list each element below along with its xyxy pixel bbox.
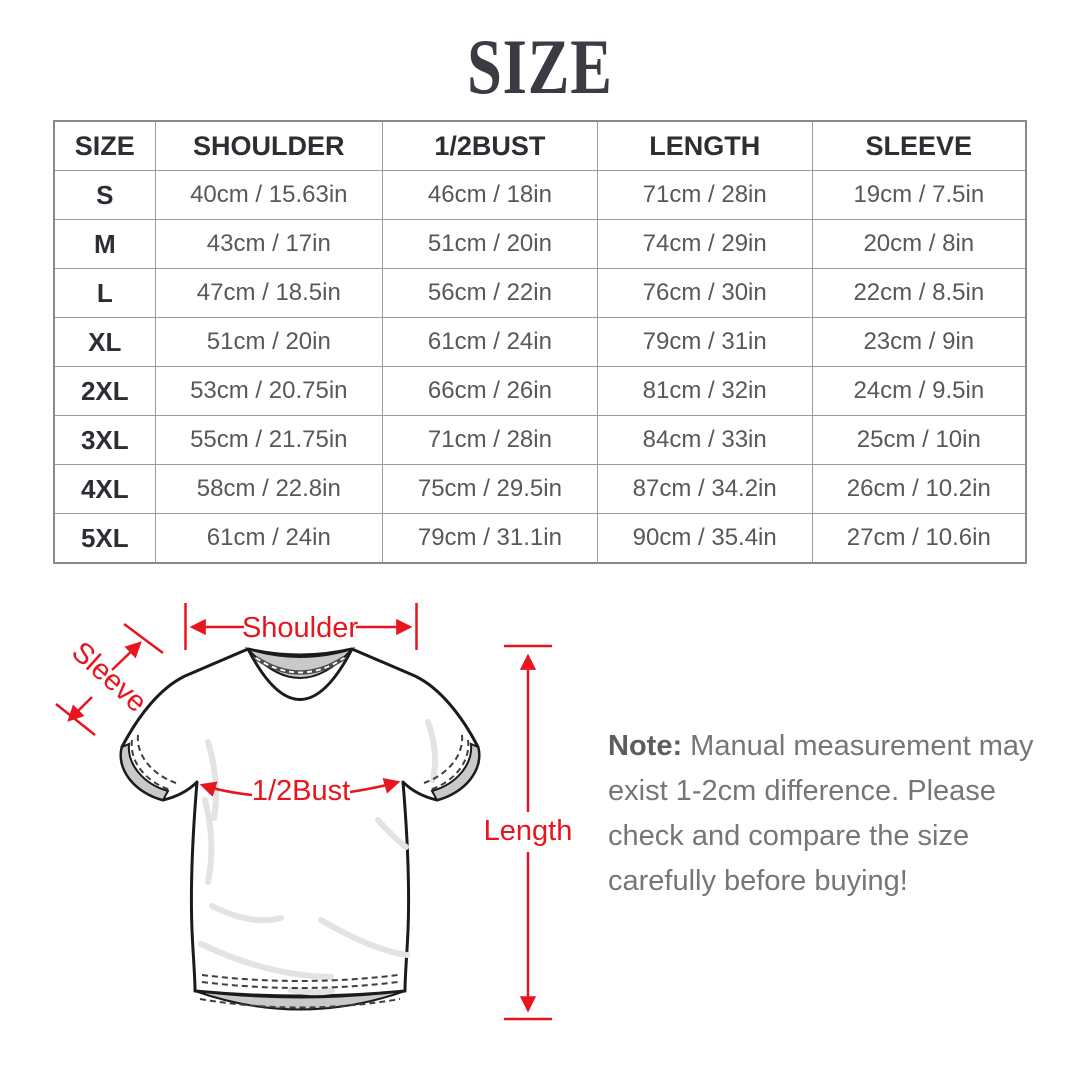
measure-cell: 20cm / 8in — [812, 220, 1026, 269]
table-row — [54, 220, 1026, 269]
measure-cell: 22cm / 8.5in — [812, 269, 1026, 318]
measure-cell: 51cm / 20in — [155, 318, 382, 367]
measure-cell: 46cm / 18in — [383, 171, 598, 220]
table-row — [54, 171, 1026, 220]
shoulder-dimension — [186, 603, 417, 650]
table-row — [54, 318, 1026, 367]
size-cell: M — [54, 220, 155, 269]
measure-cell: 84cm / 33in — [597, 416, 812, 465]
measure-cell: 56cm / 22in — [383, 269, 598, 318]
measure-cell: 79cm / 31.1in — [383, 514, 598, 564]
measure-cell: 75cm / 29.5in — [383, 465, 598, 514]
measure-cell: 58cm / 22.8in — [155, 465, 382, 514]
length-dimension — [484, 646, 573, 1019]
measure-cell: 53cm / 20.75in — [155, 367, 382, 416]
size-cell: 4XL — [54, 465, 155, 514]
page-title: SIZE — [467, 23, 613, 110]
size-cell: 5XL — [54, 514, 155, 564]
tshirt-body — [121, 649, 479, 996]
measure-cell: 90cm / 35.4in — [597, 514, 812, 564]
size-cell: 3XL — [54, 416, 155, 465]
sleeve-label: Sleeve — [65, 635, 153, 719]
measure-cell: 74cm / 29in — [597, 220, 812, 269]
table-row — [54, 269, 1026, 318]
column-header-size: SIZE — [54, 121, 155, 171]
measure-cell: 71cm / 28in — [383, 416, 598, 465]
column-header-halfbust: 1/2BUST — [383, 121, 598, 171]
measure-cell: 81cm / 32in — [597, 367, 812, 416]
size-table — [53, 120, 1027, 564]
measurement-note — [608, 724, 1048, 904]
measure-cell: 79cm / 31in — [597, 318, 812, 367]
measure-cell: 43cm / 17in — [155, 220, 382, 269]
measure-cell: 23cm / 9in — [812, 318, 1026, 367]
note-line: carefully before buying! — [608, 865, 908, 897]
table-header-row — [54, 121, 1026, 171]
measure-cell: 24cm / 9.5in — [812, 367, 1026, 416]
measure-cell: 55cm / 21.75in — [155, 416, 382, 465]
measure-cell: 76cm / 30in — [597, 269, 812, 318]
note-line: exist 1-2cm difference. Please — [608, 775, 996, 807]
measure-cell: 19cm / 7.5in — [812, 171, 1026, 220]
measure-cell: 61cm / 24in — [155, 514, 382, 564]
shoulder-label: Shoulder — [241, 612, 359, 644]
size-table-container — [53, 120, 1027, 564]
measure-cell: 27cm / 10.6in — [812, 514, 1026, 564]
size-cell: 2XL — [54, 367, 155, 416]
half-bust-label: 1/2Bust — [251, 775, 351, 807]
column-header-sleeve: SLEEVE — [812, 121, 1026, 171]
measure-cell: 87cm / 34.2in — [597, 465, 812, 514]
column-header-shoulder: SHOULDER — [155, 121, 382, 171]
table-row — [54, 416, 1026, 465]
table-row — [54, 514, 1026, 564]
measure-cell: 47cm / 18.5in — [155, 269, 382, 318]
measure-cell: 71cm / 28in — [597, 171, 812, 220]
note-label: Note: — [608, 730, 683, 762]
page-header — [0, 22, 1080, 112]
table-row — [54, 367, 1026, 416]
note-line: Note: Manual measurement may — [608, 730, 1034, 762]
column-header-length: LENGTH — [597, 121, 812, 171]
tshirt-illustration — [121, 649, 479, 1010]
size-cell: XL — [54, 318, 155, 367]
size-cell: S — [54, 171, 155, 220]
length-label: Length — [483, 815, 573, 847]
measure-cell: 26cm / 10.2in — [812, 465, 1026, 514]
measure-cell: 40cm / 15.63in — [155, 171, 382, 220]
measure-cell: 61cm / 24in — [383, 318, 598, 367]
measure-cell: 51cm / 20in — [383, 220, 598, 269]
measure-cell: 66cm / 26in — [383, 367, 598, 416]
measure-cell: 25cm / 10in — [812, 416, 1026, 465]
table-row — [54, 465, 1026, 514]
note-line: check and compare the size — [608, 820, 970, 852]
size-cell: L — [54, 269, 155, 318]
tshirt-measurement-diagram — [30, 585, 610, 1075]
